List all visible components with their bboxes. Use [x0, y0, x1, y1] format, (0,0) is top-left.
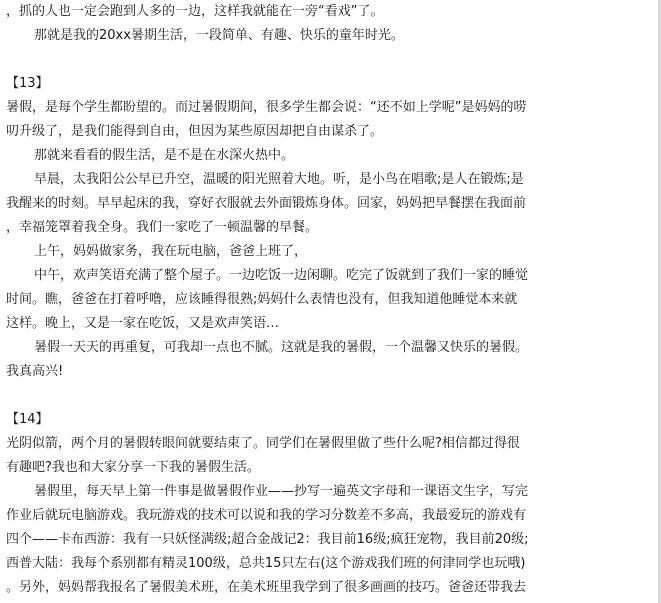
- text-line: ，抓的人也一定会跑到人多的一边，这样我就能在一旁“看戏”了。: [6, 4, 384, 19]
- text-line: 这样。晚上，又是一家在吃饭，又是欢声笑语…: [6, 316, 280, 331]
- text-line: 作业后就玩电脑游戏。我玩游戏的技术可以说和我的学习分数差不多高，我最爱玩的游戏有: [6, 508, 527, 523]
- text-line: 暑假，是每个学生都盼望的。而过暑假期间，很多学生都会说：“还不如上学呢”是妈妈的唠: [6, 100, 527, 115]
- text-line: ，幸福笼罩着我全身。我们一家吃了一顿温馨的早餐。: [6, 220, 319, 235]
- text-line: 上午，妈妈做家务，我在玩电脑，爸爸上班了，: [34, 244, 308, 259]
- text-line: 时间。瞧，爸爸在打着呼噜，应该睡得很熟;妈妈什么表情也没有，但我知道他睡觉本来就: [6, 292, 518, 307]
- text-line: 我真高兴!: [6, 364, 64, 379]
- text-line: 早晨，太我阳公公早已升空，温暖的阳光照着大地。听，是小鸟在唱歌;是人在锻炼;是: [34, 172, 524, 187]
- text-line: 我醒来的时刻。早早起床的我，穿好衣服就去外面锻炼身体。回家，妈妈把早餐摆在我面前: [6, 196, 527, 211]
- section-heading-13: 【13】: [6, 76, 49, 91]
- text-line: 中午，欢声笑语充满了整个屋子。一边吃饭一边闲聊。吃完了饭就到了我们一家的睡觉: [34, 268, 529, 283]
- text-line: 叨升级了，是我们能得到自由，但因为某些原因却把自由谋杀了。: [6, 124, 384, 139]
- text-line: 西普大陆：我每个系别都有精灵100级，总共15只左右(这个游戏我们班的何津同学也玩哦): [6, 556, 526, 571]
- section-heading-14: 【14】: [6, 412, 49, 427]
- text-line: 那就是我的20xx暑期生活，一段简单、有趣、快乐的童年时光。: [34, 28, 404, 43]
- text-line: 。另外，妈妈帮我报名了暑假美术班，在美术班里我学到了很多画画的技巧。爸爸还带我去: [6, 580, 527, 595]
- text-line: 暑假里，每天早上第一件事是做暑假作业——抄写一遍英文字母和一课语文生字，写完: [34, 484, 529, 499]
- text-line: 有趣吧?我也和大家分享一下我的暑假生活。: [6, 460, 260, 475]
- text-line: 四个——卡布西游：我有一只妖怪满级;超合金战记2：我目前16级;疯狂宠物，我目前20级;: [6, 532, 529, 547]
- text-line: 那就来看看的假生活，是不是在水深火热中。: [34, 148, 295, 163]
- text-line: 光阴似箭，两个月的暑假转眼间就要结束了。同学们在暑假里做了些什么呢?相信都过得很: [6, 436, 520, 451]
- text-line: 暑假一天天的再重复，可我却一点也不腻。这就是我的暑假，一个温馨又快乐的暑假。: [34, 340, 529, 355]
